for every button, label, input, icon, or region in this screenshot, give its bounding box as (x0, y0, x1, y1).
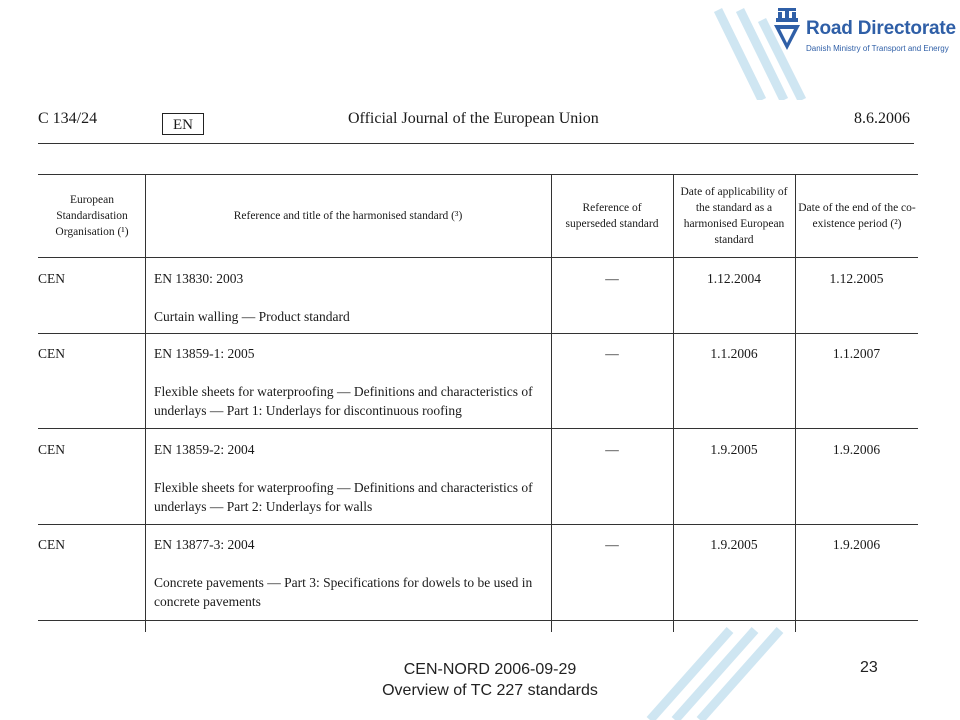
cell-superseded: — (605, 346, 619, 361)
header-end-coexistence: Date of the end of the co-existence period (²) (798, 202, 916, 230)
cell-applicability: 1.9.2005 (710, 442, 758, 457)
footer-topic: Overview of TC 227 standards (382, 682, 598, 699)
table-rule (145, 174, 146, 632)
cell-organisation: CEN (38, 346, 65, 361)
header-rule (38, 143, 914, 144)
road-directorate-logo (772, 6, 956, 60)
cell-standard-title: Flexible sheets for waterproofing — Definitions and characteristics of underlays — Part 1: Underlays for discontinuous roofing (154, 384, 533, 418)
cell-superseded: — (605, 537, 619, 552)
cell-superseded: — (605, 271, 619, 286)
cell-reference: EN 13859-1: 2005 (154, 346, 255, 361)
cell-reference: EN 13859-2: 2004 (154, 442, 255, 457)
slide-footer (300, 659, 680, 701)
table-rule (38, 174, 918, 175)
logo-brand-text: Road Directorate (806, 18, 956, 39)
cell-standard-title: Flexible sheets for waterproofing — Definitions and characteristics of underlays — Part 2: Underlays for walls (154, 480, 533, 514)
header-organisation: European Standardisation Organisation (¹) (55, 194, 129, 238)
table-rule (38, 428, 918, 429)
header-superseded: Reference of superseded standard (565, 202, 659, 230)
cell-organisation: CEN (38, 442, 65, 457)
footer-event: CEN-NORD 2006-09-29 (403, 661, 577, 678)
cell-applicability: 1.12.2004 (707, 271, 761, 286)
logo-subtitle: Danish Ministry of Transport and Energy (806, 44, 949, 53)
cell-end-coexistence: 1.12.2005 (829, 271, 884, 286)
cell-end-coexistence: 1.1.2007 (832, 346, 881, 361)
header-standard: Reference and title of the harmonised standard (³) (233, 210, 463, 222)
cell-standard-title: Concrete pavements — Part 3: Specifications for dowels to be used in concrete pavements (154, 575, 533, 609)
table-rule (38, 257, 918, 258)
journal-date: 8.6.2006 (854, 110, 910, 127)
table-rule (38, 524, 918, 525)
cell-organisation: CEN (38, 271, 65, 286)
journal-title: Official Journal of the European Union (348, 110, 599, 127)
table-rule (673, 174, 674, 632)
crown-shield-icon (772, 6, 802, 52)
header-applicability: Date of applicability of the standard as a harmonised European standard (680, 186, 788, 246)
page-number: 23 (860, 659, 878, 676)
cell-reference: EN 13830: 2003 (154, 271, 244, 286)
cell-superseded: — (605, 442, 619, 457)
table-rule (551, 174, 552, 632)
cell-applicability: 1.9.2005 (710, 537, 758, 552)
table-rule (795, 174, 796, 632)
cell-standard-title: Curtain walling — Product standard (154, 309, 350, 324)
table-rule (38, 333, 918, 334)
cell-end-coexistence: 1.9.2006 (832, 442, 881, 457)
journal-reference: C 134/24 (38, 110, 98, 127)
cell-end-coexistence: 1.9.2006 (832, 537, 881, 552)
cell-reference: EN 13877-3: 2004 (154, 537, 255, 552)
language-badge: EN (162, 113, 204, 135)
table-rule (38, 620, 918, 621)
cell-organisation: CEN (38, 537, 65, 552)
cell-applicability: 1.1.2006 (710, 346, 758, 361)
